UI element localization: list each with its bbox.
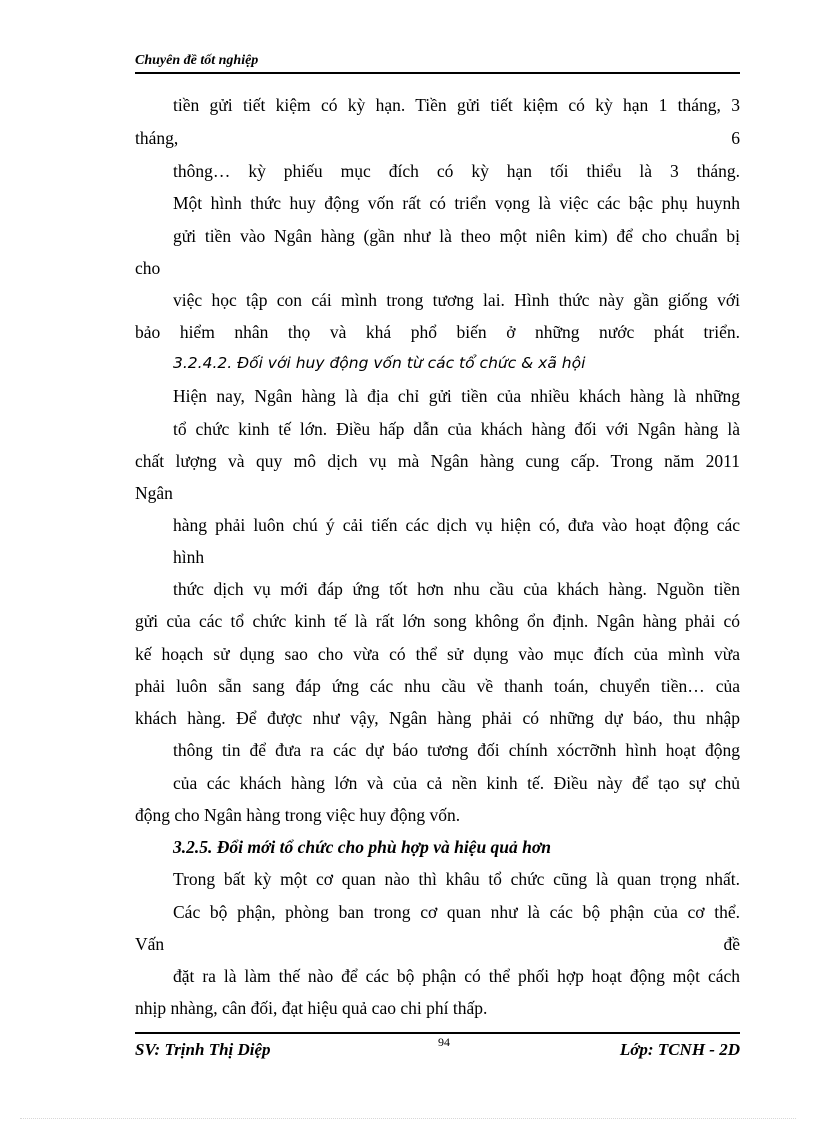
page-header bbox=[135, 50, 740, 74]
page-footer bbox=[135, 1032, 740, 1064]
subsection-heading: 3.2.4.2. Đối với huy động vốn từ các tổ chức & xã hội bbox=[173, 354, 586, 372]
paragraph-line: khách hàng. Để được như vậy, Ngân hàng phải có những dự báo, thu nhập bbox=[135, 708, 740, 728]
paragraph-line: của các khách hàng lớn và của cả nền kinh tế. Điều này để tạo sự chủ bbox=[173, 773, 740, 793]
section-heading: 3.2.5. Đổi mới tổ chức cho phù hợp và hiệu quả hơn bbox=[173, 837, 552, 857]
paragraph-line: bảo hiểm nhân thọ và khá phổ biến ở những nước phát triển. bbox=[135, 322, 740, 342]
paragraph-line: thông… kỳ phiếu mục đích có kỳ hạn tối thiểu là 3 tháng. bbox=[173, 161, 740, 181]
paragraph-line: phải luôn sẵn sang đáp ứng các nhu cầu về thanh toán, chuyển tiền… của bbox=[135, 676, 740, 696]
paragraph-line: thông tin để đưa ra các dự báo tương đối chính xócтỡnh hình hoạt động bbox=[173, 740, 740, 760]
paragraph-line: động cho Ngân hàng trong việc huy động vốn. bbox=[135, 805, 461, 825]
line-left-text: tháng, bbox=[135, 128, 179, 148]
paragraph-line: Các bộ phận, phòng ban trong cơ quan như là các bộ phận của cơ thể. bbox=[173, 902, 740, 922]
paragraph-line-split bbox=[135, 127, 740, 149]
paragraph-line: chất lượng và quy mô dịch vụ mà Ngân hàng cung cấp. Trong năm 2011 bbox=[135, 451, 740, 471]
paragraph-line-split bbox=[135, 933, 740, 955]
paragraph-line: Một hình thức huy động vốn rất có triển vọng là việc các bậc phụ huynh bbox=[173, 193, 740, 213]
paragraph-line: hình bbox=[173, 547, 205, 567]
paragraph-line: Hiện nay, Ngân hàng là địa chỉ gửi tiền của nhiều khách hàng là những bbox=[173, 386, 740, 406]
paragraph-line: tiền gửi tiết kiệm có kỳ hạn. Tiền gửi tiết kiệm có kỳ hạn 1 tháng, 3 bbox=[173, 95, 740, 115]
paragraph-line: cho bbox=[135, 258, 161, 278]
paragraph-line: hàng phải luôn chú ý cải tiến các dịch vụ hiện có, đưa vào hoạt động các bbox=[173, 515, 740, 535]
paragraph-line: việc học tập con cái mình trong tương lai. Hình thức này gần giống với bbox=[173, 290, 740, 310]
footer-class: Lớp: TCNH - 2D bbox=[619, 1040, 740, 1059]
paragraph-line: Ngân bbox=[135, 483, 173, 503]
paragraph-line: gửi của các tổ chức kinh tế là rất lớn song không ổn định. Ngân hàng phải có bbox=[135, 611, 740, 631]
paragraph-line: nhịp nhàng, cân đối, đạt hiệu quả cao chi phí thấp. bbox=[135, 998, 488, 1018]
paragraph-line: gửi tiền vào Ngân hàng (gần như là theo một niên kim) để cho chuẩn bị bbox=[173, 226, 740, 246]
paragraph-line: thức dịch vụ mới đáp ứng tốt hơn nhu cầu của khách hàng. Nguồn tiền bbox=[173, 579, 740, 599]
footer-student: SV: Trịnh Thị Diệp bbox=[135, 1040, 271, 1059]
line-right-text: 6 bbox=[731, 128, 740, 148]
header-title: Chuyên đề tốt nghiệp bbox=[135, 53, 259, 68]
paragraph-line: Trong bất kỳ một cơ quan nào thì khâu tổ chức cũng là quan trọng nhất. bbox=[173, 869, 740, 889]
page-bottom-border bbox=[20, 1118, 796, 1119]
paragraph-line: đặt ra là làm thế nào để các bộ phận có thể phối hợp hoạt động một cách bbox=[173, 966, 740, 986]
line-left-text: Vấn bbox=[135, 934, 165, 954]
page-number: 94 bbox=[438, 1035, 450, 1049]
paragraph-line: kế hoạch sử dụng sao cho vừa có thể sử dụng vào mục đích của mình vừa bbox=[135, 644, 740, 664]
line-right-text: đề bbox=[723, 934, 740, 954]
paragraph-line: tổ chức kinh tế lớn. Điều hấp dẫn của khách hàng đối với Ngân hàng là bbox=[173, 419, 740, 439]
